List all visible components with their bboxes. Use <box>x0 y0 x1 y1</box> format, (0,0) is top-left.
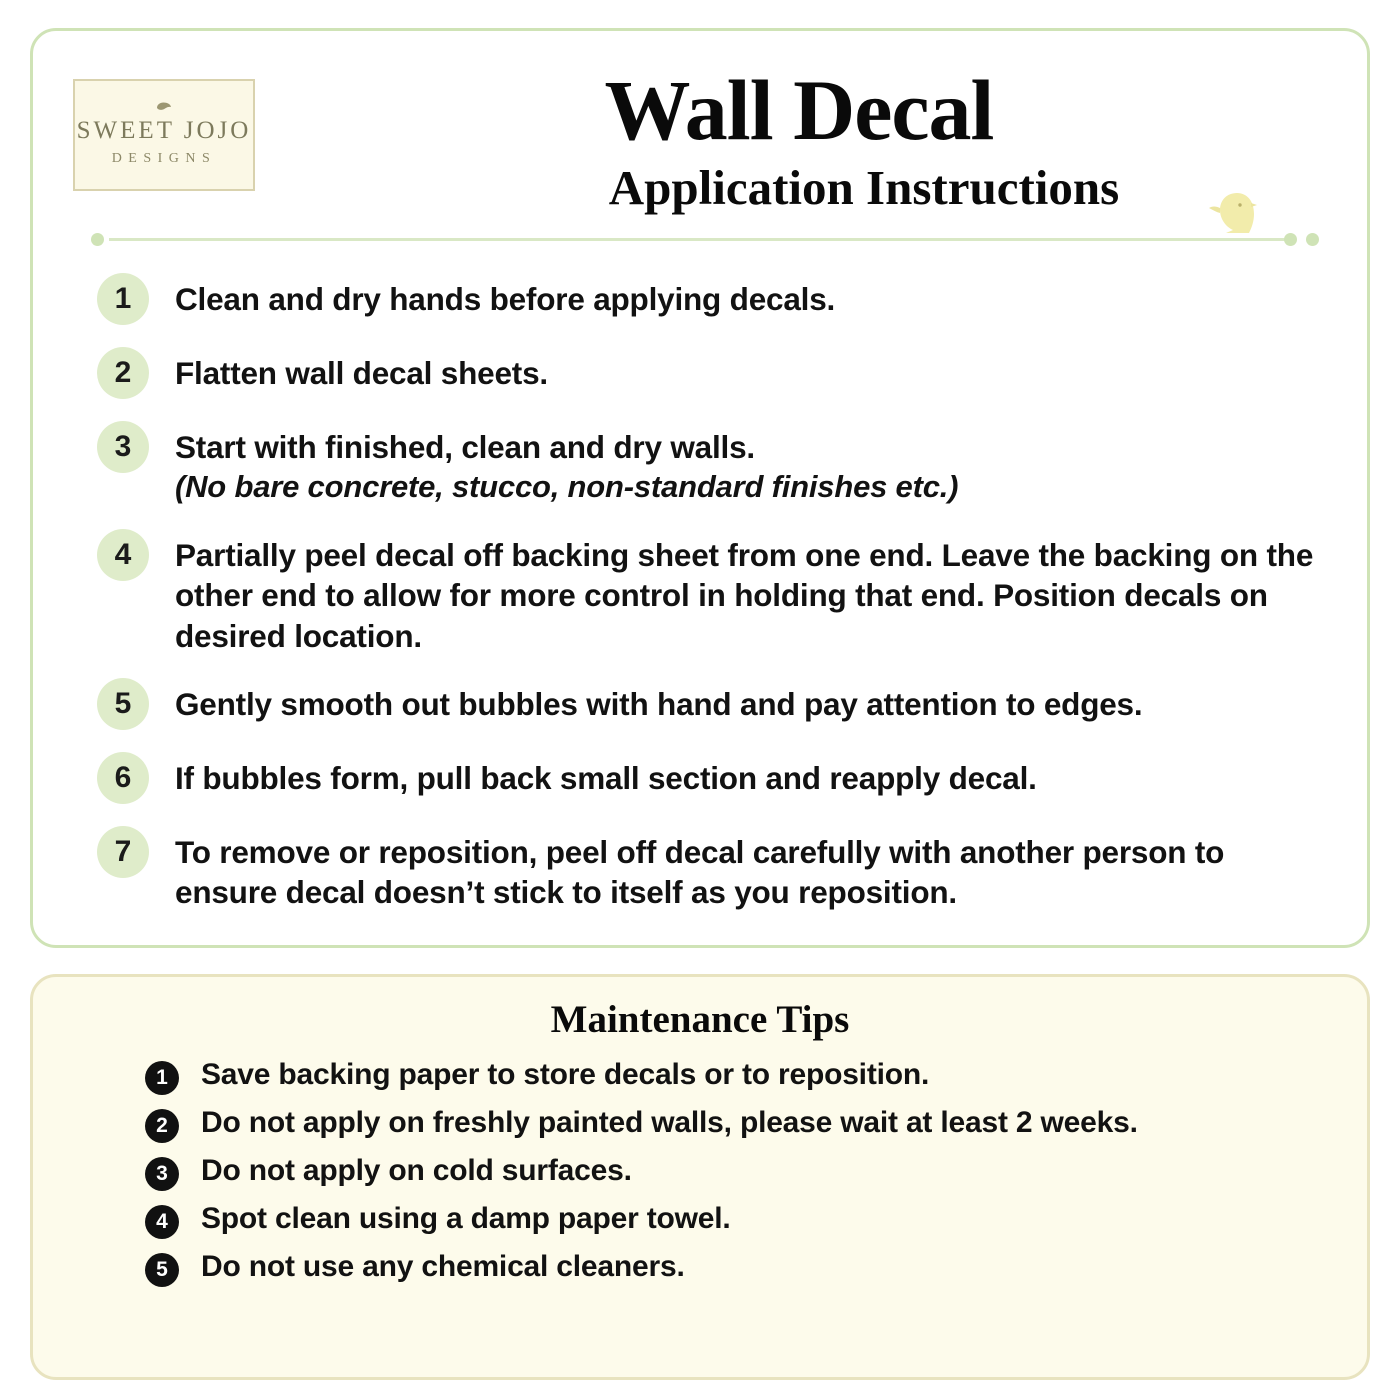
list-item <box>73 826 1327 913</box>
tip-number: 4 <box>145 1205 179 1239</box>
list-item <box>73 752 1327 804</box>
divider-line <box>109 238 1291 241</box>
tip-number: 2 <box>145 1109 179 1143</box>
list-item <box>73 347 1327 399</box>
application-instructions-card <box>30 28 1370 948</box>
tip-text: Save backing paper to store decals or to reposition. <box>201 1058 930 1091</box>
tip-text: Do not apply on cold surfaces. <box>201 1154 632 1187</box>
brand-name-line2: DESIGNS <box>111 151 217 166</box>
step-text-main: If bubbles form, pull back small section and reapply decal. <box>175 759 1037 796</box>
step-number: 1 <box>97 273 149 325</box>
maintenance-tips-title: Maintenance Tips <box>550 998 850 1041</box>
step-text <box>175 421 958 507</box>
step-text <box>175 273 835 319</box>
step-text <box>175 529 1327 656</box>
step-number: 5 <box>97 678 149 730</box>
page-subtitle: Application Instructions <box>608 160 1120 215</box>
step-text-main: Partially peel decal off backing sheet from one end. Leave the backing on the other end to allow for more control in holding that end. Position decals on desired location. <box>175 536 1314 654</box>
tip-text: Do not use any chemical cleaners. <box>201 1250 685 1283</box>
tip-number: 5 <box>145 1253 179 1287</box>
step-number: 6 <box>97 752 149 804</box>
step-text <box>175 826 1327 913</box>
tip-number: 3 <box>145 1157 179 1191</box>
list-item <box>73 273 1327 325</box>
step-number: 4 <box>97 529 149 581</box>
maintenance-tips-card <box>30 974 1370 1380</box>
divider-dot-right-inner <box>1284 233 1297 246</box>
divider-dot-right-outer <box>1306 233 1319 246</box>
list-item <box>73 1248 1327 1287</box>
step-text-main: Clean and dry hands before applying decals. <box>175 280 836 317</box>
step-text-main: Gently smooth out bubbles with hand and pay attention to edges. <box>175 685 1143 722</box>
list-item <box>73 1104 1327 1143</box>
step-text-main: To remove or reposition, peel off decal carefully with another person to ensure decal doesn’t stick to itself as you reposition. <box>175 833 1225 911</box>
list-item <box>73 421 1327 507</box>
divider-dot-left <box>91 233 104 246</box>
list-item <box>73 529 1327 656</box>
title-block <box>281 62 1327 215</box>
list-item <box>73 678 1327 730</box>
step-number: 7 <box>97 826 149 878</box>
steps-list <box>73 273 1327 913</box>
step-text <box>175 752 1037 798</box>
tip-text: Spot clean using a damp paper towel. <box>201 1202 731 1235</box>
step-number: 3 <box>97 421 149 473</box>
step-text <box>175 678 1142 724</box>
decorative-divider <box>91 223 1319 257</box>
step-text-note: (No bare concrete, stucco, non-standard finishes etc.) <box>175 469 959 505</box>
brand-logo <box>73 79 255 191</box>
step-text <box>175 347 548 393</box>
step-number: 2 <box>97 347 149 399</box>
list-item <box>73 1056 1327 1095</box>
tip-number: 1 <box>145 1061 179 1095</box>
step-text-main: Start with finished, clean and dry walls. <box>175 428 755 465</box>
brand-name-line1: SWEET JOJO <box>76 117 252 144</box>
list-item <box>73 1200 1327 1239</box>
sheet-header <box>73 62 1327 215</box>
page-title: Wall Decal <box>604 62 994 158</box>
bird-icon <box>1207 189 1259 237</box>
tip-text: Do not apply on freshly painted walls, please wait at least 2 weeks. <box>201 1106 1138 1139</box>
logo-bird-icon <box>156 101 172 113</box>
list-item <box>73 1152 1327 1191</box>
step-text-main: Flatten wall decal sheets. <box>175 354 548 391</box>
